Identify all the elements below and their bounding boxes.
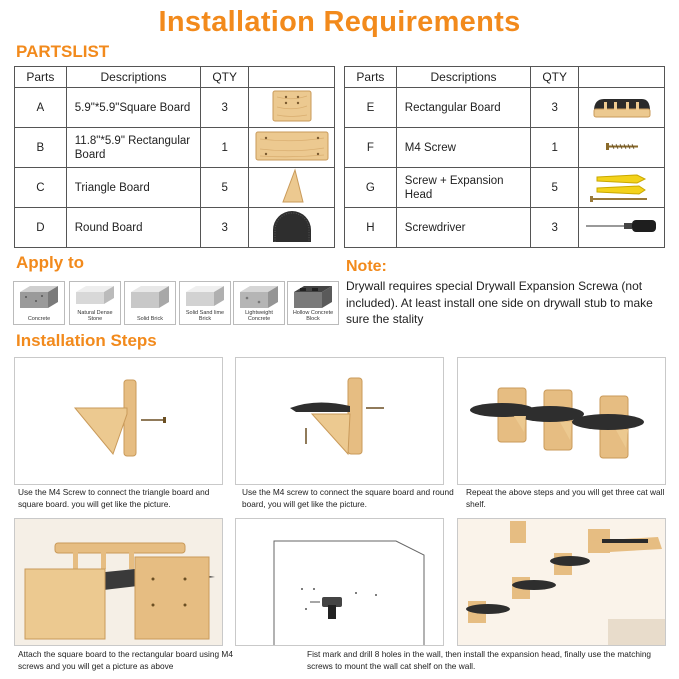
expansion-screw-image [579,168,665,208]
step-2-image [235,357,444,485]
part-letter: A [15,88,67,128]
header-image [249,67,335,88]
part-description: Rectangular Board [396,88,530,128]
material-label: Hollow Concrete Block [292,310,334,322]
part-description: M4 Screw [396,128,530,168]
table-row [15,168,335,208]
material-label: Solid Brick [137,316,163,322]
step-5-text: Fist mark and drill 8 holes in the wall, then install the expansion head, finally use the matching screws to mount the wall cat shelf on the wall. [307,649,652,671]
table-row [345,208,665,248]
header-qty: QTY [531,67,579,88]
table-row [15,208,335,248]
screwdriver-image [579,208,665,248]
part-qty: 3 [201,88,249,128]
concrete-block-icon [14,282,64,312]
m4-screw-image [579,128,665,168]
page-title: Installation Requirements [158,6,521,38]
table-row [345,88,665,128]
material-hollow-concrete-block [287,281,339,325]
parts-table-left [14,66,335,248]
part-description: Screw + Expansion Head [396,168,530,208]
sand-lime-brick-icon [180,282,230,312]
part-letter: C [15,168,67,208]
material-label: Natural Dense Stone [77,310,113,322]
triangle-board-image [249,168,335,208]
note-heading: Note: [346,258,387,275]
step-1-image [14,357,223,485]
step-3-image [457,357,666,485]
material-sand-lime-brick [179,281,231,325]
part-letter: B [15,128,67,168]
wall-shelf-scene-image [457,518,666,646]
table-row [15,128,335,168]
material-solid-brick [124,281,176,325]
header-image [579,67,665,88]
rectangular-board-image [249,128,335,168]
header-qty: QTY [201,67,249,88]
round-board-image [249,208,335,248]
header-descriptions: Descriptions [66,67,201,88]
stone-block-icon [70,282,120,312]
part-letter: E [345,88,397,128]
material-concrete [13,281,65,325]
part-description: Screwdriver [396,208,530,248]
part-qty: 3 [201,208,249,248]
step-4-text: Attach the square board to the rectangular board using M4 screws and you will get a picture as above [18,649,233,671]
table-row [345,168,665,208]
installation-steps-heading: Installation Steps [16,331,157,350]
square-board-image [249,88,335,128]
header-parts: Parts [15,67,67,88]
padded-rectangular-board-image [579,88,665,128]
step-5-image [235,518,444,646]
part-letter: G [345,168,397,208]
step-2-text: Use the M4 screw to connect the square board and round board, you will get like the picture. [242,487,454,509]
part-description: Round Board [66,208,201,248]
part-description: Triangle Board [66,168,201,208]
step-1-text: Use the M4 Screw to connect the triangle board and square board. you will get like the picture. [18,487,210,509]
part-qty: 5 [201,168,249,208]
lightweight-concrete-icon [234,282,284,312]
apply-to-heading: Apply to [16,253,84,272]
material-label: Lightweight Concrete [245,310,273,322]
header-parts: Parts [345,67,397,88]
part-qty: 3 [531,88,579,128]
part-letter: H [345,208,397,248]
part-description: 5.9"*5.9"Square Board [66,88,201,128]
partslist-heading: PARTSLIST [16,42,110,61]
material-lightweight-concrete [233,281,285,325]
hollow-block-icon [288,282,338,312]
step-4-image [14,518,223,646]
parts-table-right [344,66,665,248]
part-qty: 1 [201,128,249,168]
table-row [345,128,665,168]
part-qty: 3 [531,208,579,248]
material-natural-dense-stone [69,281,121,325]
header-descriptions: Descriptions [396,67,530,88]
part-description: 11.8"*5.9" Rectangular Board [66,128,201,168]
brick-block-icon [125,282,175,312]
part-qty: 1 [531,128,579,168]
part-letter: D [15,208,67,248]
step-3-text: Repeat the above steps and you will get three cat wall shelf. [466,487,665,509]
table-row [15,88,335,128]
part-qty: 5 [531,168,579,208]
part-letter: F [345,128,397,168]
material-label: Concrete [27,316,51,322]
note-text: Drywall requires special Drywall Expansion Screwa (not included). At least install one side on drywall stub to make sure the stality [346,279,653,326]
material-label: Solid Sand lime Brick [185,310,225,322]
